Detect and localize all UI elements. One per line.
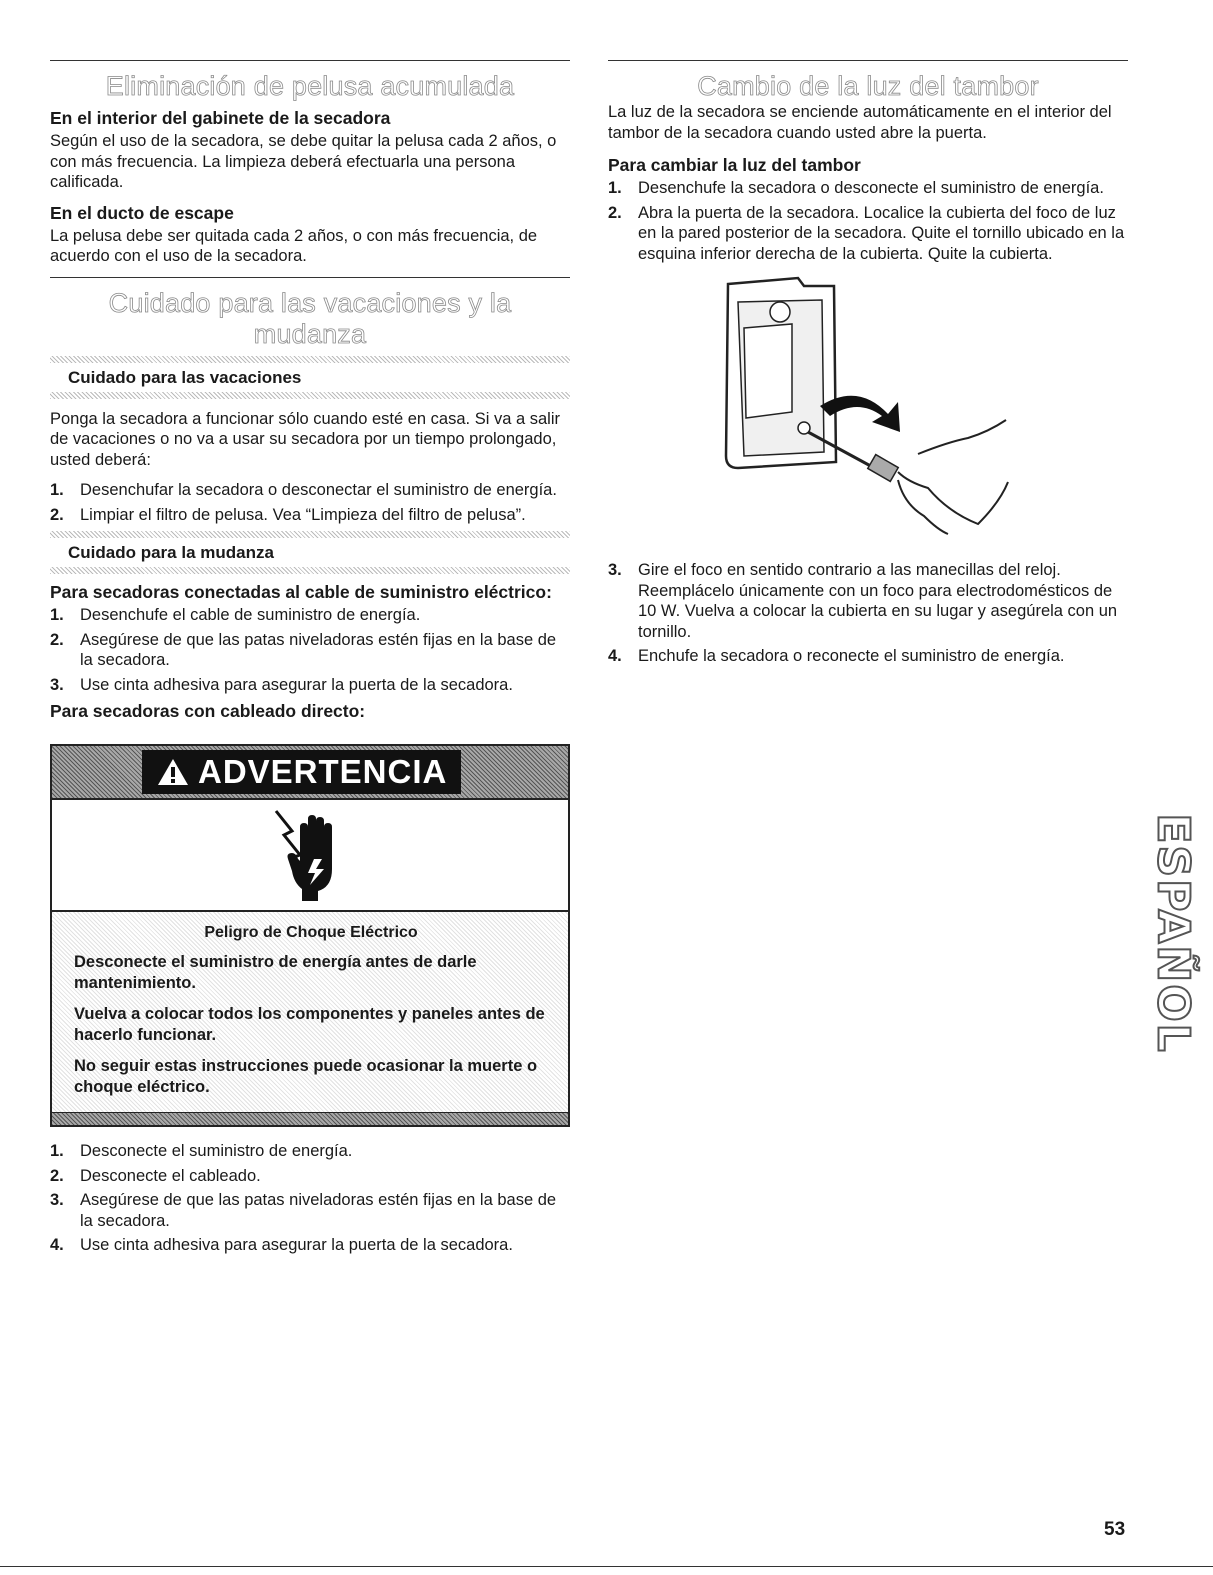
warning-body bbox=[52, 912, 568, 1112]
warning-icon-area bbox=[52, 800, 568, 912]
right-column bbox=[608, 60, 1128, 673]
hatch-divider bbox=[50, 531, 570, 538]
section-title-pelusa: Eliminación de pelusa acumulada bbox=[105, 71, 515, 101]
list-text: Limpiar el filtro de pelusa. Vea “Limpieza del filtro de pelusa”. bbox=[80, 505, 526, 524]
list-number: 2. bbox=[50, 630, 64, 649]
list-item bbox=[608, 203, 1128, 265]
list-number: 1. bbox=[50, 606, 64, 624]
list-text: Desenchufe el cable de suministro de energía. bbox=[80, 606, 421, 624]
list-item bbox=[50, 1190, 570, 1231]
warning-box bbox=[50, 744, 570, 1127]
warning-hazard: Peligro de Choque Eléctrico bbox=[204, 924, 418, 941]
warning-label-text: ADVERTENCIA bbox=[198, 753, 448, 790]
list-text: Desconecte el suministro de energía. bbox=[80, 1142, 353, 1160]
list-text: Asegúrese de que las patas niveladoras estén fijas en la base de la secadora. bbox=[80, 630, 557, 669]
paragraph-vacaciones: Ponga la secadora a funcionar sólo cuando esté en casa. Si va a salir de vacaciones o no va a usar su secadora por un tiempo prolongado, usted deberá: bbox=[50, 409, 560, 469]
list-number: 2. bbox=[608, 203, 622, 222]
list-number: 4. bbox=[608, 647, 622, 665]
list-text: Desconecte el cableado. bbox=[80, 1166, 261, 1185]
heading-mudanza: Cuidado para la mudanza bbox=[68, 543, 274, 562]
list-item bbox=[608, 646, 1128, 667]
list-vacaciones bbox=[50, 480, 570, 525]
paragraph-gabinete: Según el uso de la secadora, se debe quitar la pelusa cada 2 años, o con más frecuencia. La limpieza deberá efectuarla una persona calificada. bbox=[50, 132, 557, 191]
list-number: 2. bbox=[50, 1166, 64, 1185]
list-cable bbox=[50, 605, 570, 695]
list-text: Enchufe la secadora o reconecte el suministro de energía. bbox=[638, 647, 1065, 665]
list-directo bbox=[50, 1141, 570, 1256]
hatch-divider bbox=[50, 567, 570, 574]
list-number: 1. bbox=[50, 481, 64, 499]
list-item bbox=[50, 675, 570, 696]
list-item bbox=[50, 605, 570, 626]
language-side-tab-text: ESPAÑOL bbox=[1147, 812, 1199, 1054]
list-number: 4. bbox=[50, 1236, 64, 1254]
section-rule bbox=[50, 277, 570, 278]
bottom-rule bbox=[0, 1566, 1213, 1567]
list-number: 3. bbox=[50, 1191, 64, 1209]
list-text: Asegúrese de que las patas niveladoras estén fijas en la base de la secadora. bbox=[80, 1191, 557, 1230]
list-text: Desenchufar la secadora o desconectar el suministro de energía. bbox=[80, 481, 557, 499]
list-number: 3. bbox=[50, 675, 64, 694]
warning-triangle-icon bbox=[156, 757, 190, 787]
list-item bbox=[50, 1166, 570, 1187]
list-text: Abra la puerta de la secadora. Localice la cubierta del foco de luz en la pared posterior de la secadora. Quite el tornillo ubicado en la esquina inferior derecha de la cubierta. Quite la cubierta. bbox=[638, 203, 1125, 263]
section-rule bbox=[608, 60, 1128, 61]
list-text: Use cinta adhesiva para asegurar la puerta de la secadora. bbox=[80, 1236, 513, 1254]
warning-header bbox=[52, 746, 568, 800]
list-item bbox=[50, 1141, 570, 1162]
list-item bbox=[50, 630, 570, 671]
heading-cable: Para secadoras conectadas al cable de suministro eléctrico: bbox=[50, 582, 552, 602]
list-number: 1. bbox=[50, 1142, 64, 1160]
paragraph-luz-intro: La luz de la secadora se enciende automáticamente en el interior del tambor de la secadora cuando usted abre la puerta. bbox=[608, 103, 1112, 142]
section-title-luz: Cambio de la luz del tambor bbox=[697, 71, 1039, 101]
warning-line-2: Vuelva a colocar todos los componentes y paneles antes de hacerlo funcionar. bbox=[74, 1005, 545, 1044]
heading-directo: Para secadoras con cableado directo: bbox=[50, 701, 366, 721]
light-cover-illustration bbox=[608, 272, 1128, 552]
list-text: Gire el foco en sentido contrario a las manecillas del reloj. Reemplácelo únicamente con un foco para electrodomésticos de 10 W. Vuelva a colocar la cubierta en su lugar y asegúrela con un tornillo. bbox=[638, 561, 1118, 641]
list-number: 1. bbox=[608, 179, 622, 197]
list-luz-a bbox=[608, 178, 1128, 264]
section-rule bbox=[50, 60, 570, 61]
warning-line-1: Desconecte el suministro de energía antes de darle mantenimiento. bbox=[74, 953, 477, 992]
list-item bbox=[50, 1235, 570, 1256]
hatch-divider bbox=[50, 392, 570, 399]
list-item bbox=[608, 178, 1128, 199]
heading-vacaciones: Cuidado para las vacaciones bbox=[68, 367, 302, 387]
paragraph-ducto: La pelusa debe ser quitada cada 2 años, o con más frecuencia, de acuerdo con el uso de la secadora. bbox=[50, 226, 538, 265]
list-item bbox=[50, 480, 570, 501]
page-number: 53 bbox=[1104, 1519, 1126, 1540]
warning-label bbox=[142, 750, 461, 794]
heading-gabinete: En el interior del gabinete de la secadora bbox=[50, 108, 391, 128]
warning-footer bbox=[52, 1112, 568, 1125]
list-number: 2. bbox=[50, 505, 64, 524]
left-column bbox=[50, 60, 570, 1262]
list-item bbox=[608, 560, 1128, 642]
list-number: 3. bbox=[608, 561, 622, 579]
heading-ducto: En el ducto de escape bbox=[50, 202, 234, 223]
list-text: Desenchufe la secadora o desconecte el suministro de energía. bbox=[638, 179, 1104, 197]
heading-cambiar-luz: Para cambiar la luz del tambor bbox=[608, 155, 861, 175]
hatch-divider bbox=[50, 356, 570, 363]
list-item bbox=[50, 505, 570, 526]
electric-shock-hand-icon bbox=[270, 807, 350, 903]
list-text: Use cinta adhesiva para asegurar la puerta de la secadora. bbox=[80, 675, 513, 694]
warning-line-3: No seguir estas instrucciones puede ocasionar la muerte o choque eléctrico. bbox=[74, 1057, 538, 1096]
language-side-tab bbox=[1148, 808, 1198, 1058]
list-luz-b bbox=[608, 560, 1128, 667]
section-title-cuidado: Cuidado para las vacaciones y la mudanza bbox=[108, 287, 512, 349]
light-cover-drawing bbox=[608, 272, 1128, 552]
